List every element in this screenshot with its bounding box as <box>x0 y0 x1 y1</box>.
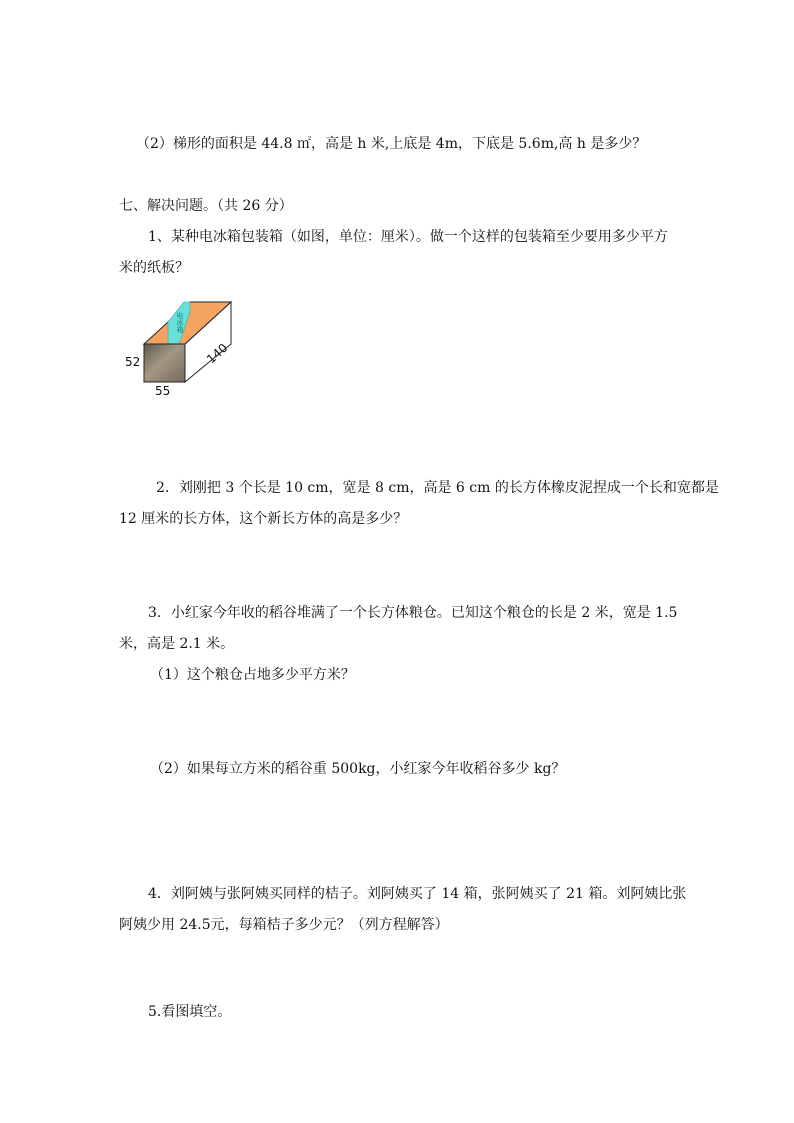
q5-text: 5.看图填空。 <box>148 1004 232 1020</box>
dimension-width-label: 55 <box>155 384 171 398</box>
box-label-text: 电冰箱 <box>176 312 184 333</box>
q4-text-line1: 4．刘阿姨与张阿姨买同样的桔子。刘阿姨买了 14 箱，张阿姨买了 21 箱。刘阿姨比张 <box>148 886 687 902</box>
q2-text-line1: 2．刘刚把 3 个长是 10 cm，宽是 8 cm，高是 6 cm 的长方体橡皮泥捏成一个长和宽都是 <box>156 480 719 496</box>
q3-sub1: （1）这个粮仓占地多少平方米？ <box>150 667 355 683</box>
q2-text-line2: 12 厘米的长方体，这个新长方体的高是多少？ <box>119 511 408 527</box>
dimension-height-label: 52 <box>125 355 141 369</box>
q3-sub2: （2）如果每立方米的稻谷重 500kg，小红家今年收稻谷多少 kg？ <box>150 761 566 777</box>
section-7-title: 七、解决问题。（共 26 分） <box>119 198 293 214</box>
dimension-length-label: 140 <box>204 340 231 367</box>
q1-text-line1: 1、某种电冰箱包装箱（如图，单位：厘米）。做一个这样的包装箱至少要用多少平方 <box>148 229 668 245</box>
fridge-box-figure <box>118 298 238 398</box>
q1-text-line2: 米的纸板？ <box>119 260 189 276</box>
q3-text-line1: 3．小红家今年收的稻谷堆满了一个长方体粮仓。已知这个粮仓的长是 2 米，宽是 1.5 <box>148 605 678 621</box>
question-6-2: （2）梯形的面积是 44.8 ㎡，高是 h 米,上底是 4m，下底是 5.6m,高 h 是多少？ <box>136 136 647 152</box>
q4-text-line2: 阿姨少用 24.5元，每箱桔子多少元？（列方程解答） <box>119 917 449 933</box>
box-front-face <box>144 344 185 382</box>
q3-text-line2: 米，高是 2.1 米。 <box>119 636 235 652</box>
